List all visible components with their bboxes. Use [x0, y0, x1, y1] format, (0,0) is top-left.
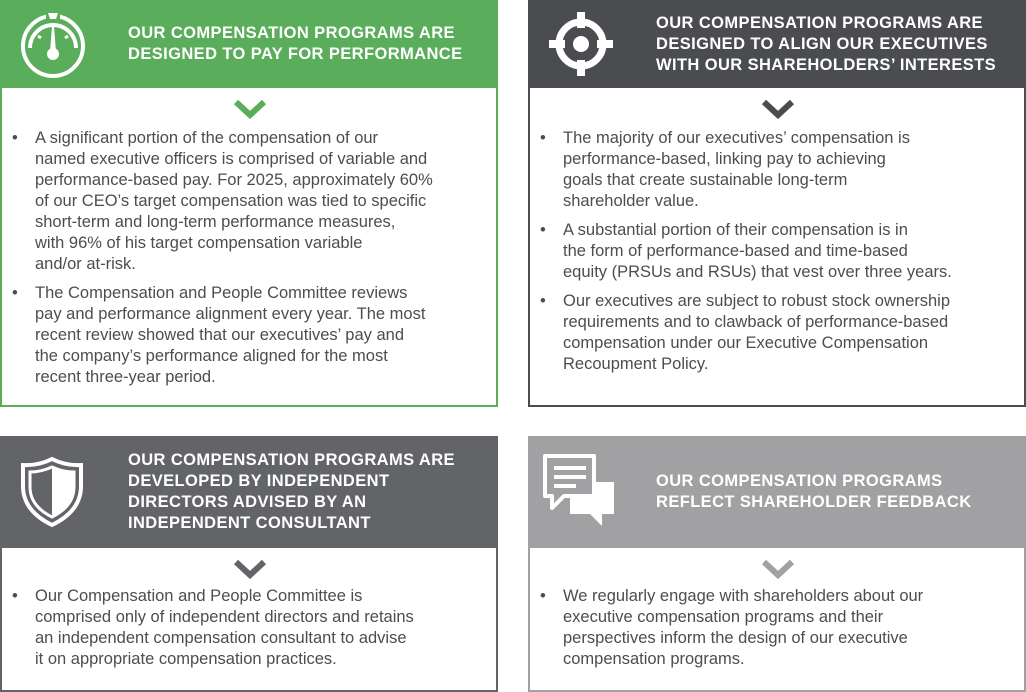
text-line: with 96% of his target compensation variable	[35, 234, 363, 252]
title-line: REFLECT SHAREHOLDER FEEDBACK	[656, 493, 972, 511]
text-line: short-term and long-term performance measures,	[35, 213, 396, 231]
title-line: WITH OUR SHAREHOLDERS’ INTERESTS	[656, 55, 997, 74]
bullet-dot: •	[540, 129, 546, 147]
text-line: shareholder value.	[563, 192, 699, 210]
card-independent-directors	[0, 436, 498, 692]
gauge-icon	[18, 8, 88, 80]
title-line: DESIGNED TO ALIGN OUR EXECUTIVES	[656, 34, 988, 53]
text-line: named executive officers is comprised of variable and	[35, 150, 428, 168]
bullet-list	[10, 586, 490, 678]
text-line: and/or at-risk.	[35, 255, 136, 273]
text-line: goals that create sustainable long-term	[563, 171, 848, 189]
card-title	[656, 0, 1020, 88]
text-line: compensation under our Executive Compensation	[563, 334, 929, 352]
card-header	[528, 436, 1026, 548]
chevron-down-icon	[232, 558, 268, 580]
card-title	[128, 0, 492, 88]
card-shareholder-feedback	[528, 436, 1026, 692]
text-line: The majority of our executives’ compensation is	[563, 129, 910, 147]
text-line: comprised only of independent directors and retains	[35, 608, 414, 626]
chat-bubbles-icon	[542, 452, 618, 530]
text-line: requirements and to clawback of performance-based	[563, 313, 949, 331]
chevron-down-icon	[760, 98, 796, 120]
bullet-dot: •	[12, 284, 18, 302]
text-line: the company’s performance aligned for the most	[35, 347, 388, 365]
title-line: DIRECTORS ADVISED BY AN	[128, 493, 367, 511]
bullet-dot: •	[12, 587, 18, 605]
title-line: DEVELOPED BY INDEPENDENT	[128, 472, 390, 490]
bullet-dot: •	[540, 292, 546, 310]
shield-icon	[20, 456, 84, 528]
text-line: A significant portion of the compensation of our	[35, 129, 379, 147]
text-line: Our Compensation and People Committee is	[35, 587, 363, 605]
list-item	[10, 128, 490, 275]
title-line: OUR COMPENSATION PROGRAMS	[656, 472, 943, 490]
text-line: recent review showed that our executives’ pay and	[35, 326, 405, 344]
title-line: OUR COMPENSATION PROGRAMS ARE	[128, 451, 455, 469]
text-line: equity (PRSUs and RSUs) that vest over three years.	[563, 263, 952, 281]
text-line: pay and performance alignment every year. The most	[35, 305, 426, 323]
text-line: The Compensation and People Committee reviews	[35, 284, 408, 302]
text-line: an independent compensation consultant to advise	[35, 629, 407, 647]
text-line: compensation programs.	[563, 650, 745, 668]
title-line: INDEPENDENT CONSULTANT	[128, 514, 371, 532]
list-item	[10, 586, 490, 670]
list-item	[538, 291, 1018, 375]
list-item	[538, 220, 1018, 283]
text-line: Recoupment Policy.	[563, 355, 709, 373]
text-line: it on appropriate compensation practices.	[35, 650, 337, 668]
text-line: Our executives are subject to robust stock ownership	[563, 292, 951, 310]
target-icon	[546, 8, 616, 80]
card-title	[656, 436, 1020, 548]
bullet-list	[10, 128, 490, 396]
text-line: performance-based pay. For 2025, approximately 60%	[35, 171, 433, 189]
chevron-down-icon	[760, 558, 796, 580]
card-align-shareholders	[528, 0, 1026, 407]
card-header	[0, 0, 498, 88]
text-line: A substantial portion of their compensation is in	[563, 221, 908, 239]
card-header	[0, 436, 498, 548]
card-title	[128, 436, 492, 548]
bullet-dot: •	[12, 129, 18, 147]
bullet-dot: •	[540, 587, 546, 605]
bullet-dot: •	[540, 221, 546, 239]
text-line: We regularly engage with shareholders about our	[563, 587, 924, 605]
title-line: DESIGNED TO PAY FOR PERFORMANCE	[128, 45, 463, 63]
card-pay-for-performance	[0, 0, 498, 407]
text-line: perspectives inform the design of our executive	[563, 629, 908, 647]
list-item	[538, 586, 1018, 670]
text-line: the form of performance-based and time-based	[563, 242, 908, 260]
list-item	[538, 128, 1018, 212]
title-line: OUR COMPENSATION PROGRAMS ARE	[128, 24, 455, 42]
text-line: recent three-year period.	[35, 368, 216, 386]
text-line: performance-based, linking pay to achieving	[563, 150, 886, 168]
title-line: OUR COMPENSATION PROGRAMS ARE	[656, 13, 983, 32]
list-item	[10, 283, 490, 388]
bullet-list	[538, 128, 1018, 383]
bullet-list	[538, 586, 1018, 678]
text-line: executive compensation programs and their	[563, 608, 884, 626]
card-header	[528, 0, 1026, 88]
chevron-down-icon	[232, 98, 268, 120]
text-line: of our CEO’s target compensation was tied to specific	[35, 192, 427, 210]
